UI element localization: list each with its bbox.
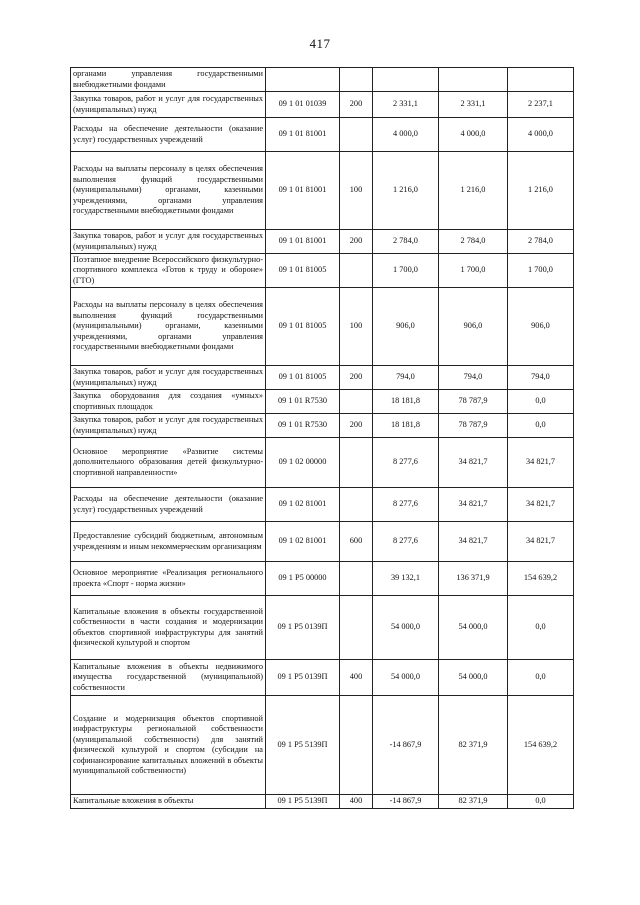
row-name-cell: Расходы на выплаты персоналу в целях обеспечения выполнения функций государственными (муниципальными) органами, казенными учреждениями, органами управления государственными внебюджетными фондами <box>71 152 266 230</box>
row-code-cell: 09 1 01 81001 <box>266 118 340 152</box>
budget-table <box>70 67 574 809</box>
row-year2-amount-cell: 82 371,9 <box>439 696 508 795</box>
row-expense-type-cell: 200 <box>340 366 373 390</box>
row-code-cell: 09 1 P5 0139П <box>266 596 340 660</box>
row-name-cell: Расходы на выплаты персоналу в целях обеспечения выполнения функций государственными (муниципальными) органами, казенными учреждениями, органами управления государственными внебюджетными фондами <box>71 288 266 366</box>
table-row <box>71 254 574 288</box>
row-name-cell: Закупка товаров, работ и услуг для государственных (муниципальных) нужд <box>71 230 266 254</box>
row-name-cell: Капитальные вложения в объекты недвижимого имущества государственной (муниципальной) собственности <box>71 660 266 696</box>
row-code-cell: 09 1 01 R7530 <box>266 390 340 414</box>
row-year1-amount-cell: 39 132,1 <box>373 562 439 596</box>
row-expense-type-cell <box>340 696 373 795</box>
row-year3-amount-cell: 906,0 <box>508 288 574 366</box>
row-year1-amount-cell: 54 000,0 <box>373 660 439 696</box>
row-code-cell: 09 1 02 00000 <box>266 438 340 488</box>
row-code-cell <box>266 68 340 92</box>
row-expense-type-cell: 100 <box>340 288 373 366</box>
row-year1-amount-cell: 4 000,0 <box>373 118 439 152</box>
row-year1-amount-cell: 54 000,0 <box>373 596 439 660</box>
row-name-cell: органами управления государственными внебюджетными фондами <box>71 68 266 92</box>
row-year2-amount-cell: 34 821,7 <box>439 522 508 562</box>
row-year2-amount-cell: 2 784,0 <box>439 230 508 254</box>
table-row <box>71 366 574 390</box>
row-year1-amount-cell <box>373 68 439 92</box>
row-year2-amount-cell <box>439 68 508 92</box>
row-year2-amount-cell: 54 000,0 <box>439 660 508 696</box>
row-year2-amount-cell: 4 000,0 <box>439 118 508 152</box>
row-code-cell: 09 1 01 01039 <box>266 92 340 118</box>
row-year1-amount-cell: 906,0 <box>373 288 439 366</box>
row-year3-amount-cell: 34 821,7 <box>508 438 574 488</box>
row-year2-amount-cell: 34 821,7 <box>439 488 508 522</box>
row-year2-amount-cell: 1 216,0 <box>439 152 508 230</box>
table-row <box>71 68 574 92</box>
row-year3-amount-cell: 2 784,0 <box>508 230 574 254</box>
row-code-cell: 09 1 P5 00000 <box>266 562 340 596</box>
row-year3-amount-cell: 0,0 <box>508 660 574 696</box>
row-name-cell: Поэтапное внедрение Всероссийского физкультурно-спортивного комплекса «Готов к труду и обороне» (ГТО) <box>71 254 266 288</box>
row-year2-amount-cell: 78 787,9 <box>439 414 508 438</box>
row-expense-type-cell: 400 <box>340 660 373 696</box>
row-expense-type-cell: 600 <box>340 522 373 562</box>
row-name-cell: Создание и модернизация объектов спортивной инфраструктуры региональной собственности (муниципальной собственности) для занятий физической культурой и спортом (субсидии на софинансирование капитальных вложений в объекты муниципальной собственности) <box>71 696 266 795</box>
row-year2-amount-cell: 2 331,1 <box>439 92 508 118</box>
row-name-cell: Основное мероприятие «Реализация регионального проекта «Спорт - норма жизни» <box>71 562 266 596</box>
row-year1-amount-cell: 1 216,0 <box>373 152 439 230</box>
row-year1-amount-cell: 1 700,0 <box>373 254 439 288</box>
row-name-cell: Закупка товаров, работ и услуг для государственных (муниципальных) нужд <box>71 414 266 438</box>
row-year1-amount-cell: 794,0 <box>373 366 439 390</box>
row-expense-type-cell <box>340 438 373 488</box>
row-year3-amount-cell <box>508 68 574 92</box>
row-name-cell: Предоставление субсидий бюджетным, автономным учреждениям и иным некоммерческим организациям <box>71 522 266 562</box>
row-expense-type-cell <box>340 562 373 596</box>
row-year3-amount-cell: 1 700,0 <box>508 254 574 288</box>
row-name-cell: Капитальные вложения в объекты государственной собственности в части создания и модернизации объектов спортивной инфраструктуры для занятий физической культурой и спортом <box>71 596 266 660</box>
row-year3-amount-cell: 154 639,2 <box>508 562 574 596</box>
row-expense-type-cell <box>340 254 373 288</box>
row-code-cell: 09 1 02 81001 <box>266 522 340 562</box>
table-row <box>71 660 574 696</box>
row-year2-amount-cell: 136 371,9 <box>439 562 508 596</box>
row-name-cell: Расходы на обеспечение деятельности (оказание услуг) государственных учреждений <box>71 118 266 152</box>
row-year1-amount-cell: 8 277,6 <box>373 522 439 562</box>
row-code-cell: 09 1 01 81005 <box>266 366 340 390</box>
row-year3-amount-cell: 34 821,7 <box>508 488 574 522</box>
row-year1-amount-cell: 18 181,8 <box>373 390 439 414</box>
row-expense-type-cell <box>340 390 373 414</box>
table-row <box>71 795 574 809</box>
row-code-cell: 09 1 01 R7530 <box>266 414 340 438</box>
row-year3-amount-cell: 0,0 <box>508 414 574 438</box>
row-expense-type-cell <box>340 596 373 660</box>
row-code-cell: 09 1 01 81005 <box>266 254 340 288</box>
row-expense-type-cell: 200 <box>340 92 373 118</box>
row-name-cell: Закупка товаров, работ и услуг для государственных (муниципальных) нужд <box>71 366 266 390</box>
table-row <box>71 118 574 152</box>
table-row <box>71 152 574 230</box>
row-year1-amount-cell: 8 277,6 <box>373 438 439 488</box>
row-year2-amount-cell: 82 371,9 <box>439 795 508 809</box>
row-name-cell: Капитальные вложения в объекты <box>71 795 266 809</box>
table-row <box>71 488 574 522</box>
table-row <box>71 92 574 118</box>
row-code-cell: 09 1 P5 5139П <box>266 696 340 795</box>
row-year1-amount-cell: -14 867,9 <box>373 795 439 809</box>
row-year3-amount-cell: 794,0 <box>508 366 574 390</box>
table-row <box>71 522 574 562</box>
row-code-cell: 09 1 P5 5139П <box>266 795 340 809</box>
row-name-cell: Основное мероприятие «Развитие системы дополнительного образования детей физкультурно-спортивной направленности» <box>71 438 266 488</box>
table-row <box>71 696 574 795</box>
table-row <box>71 596 574 660</box>
table-row <box>71 562 574 596</box>
table-row <box>71 390 574 414</box>
row-year3-amount-cell: 34 821,7 <box>508 522 574 562</box>
row-expense-type-cell <box>340 118 373 152</box>
row-year1-amount-cell: -14 867,9 <box>373 696 439 795</box>
row-year1-amount-cell: 18 181,8 <box>373 414 439 438</box>
row-code-cell: 09 1 01 81005 <box>266 288 340 366</box>
row-expense-type-cell <box>340 488 373 522</box>
row-code-cell: 09 1 P5 0139П <box>266 660 340 696</box>
row-name-cell: Расходы на обеспечение деятельности (оказание услуг) государственных учреждений <box>71 488 266 522</box>
row-code-cell: 09 1 02 81001 <box>266 488 340 522</box>
row-year3-amount-cell: 1 216,0 <box>508 152 574 230</box>
row-code-cell: 09 1 01 81001 <box>266 152 340 230</box>
row-year3-amount-cell: 0,0 <box>508 795 574 809</box>
table-row <box>71 288 574 366</box>
page-number: 417 <box>309 36 331 51</box>
row-year3-amount-cell: 2 237,1 <box>508 92 574 118</box>
row-code-cell: 09 1 01 81001 <box>266 230 340 254</box>
row-expense-type-cell: 400 <box>340 795 373 809</box>
row-year3-amount-cell: 4 000,0 <box>508 118 574 152</box>
table-row <box>71 414 574 438</box>
row-expense-type-cell: 200 <box>340 230 373 254</box>
row-year3-amount-cell: 154 639,2 <box>508 696 574 795</box>
budget-table-body <box>71 68 574 809</box>
row-year2-amount-cell: 1 700,0 <box>439 254 508 288</box>
row-year2-amount-cell: 794,0 <box>439 366 508 390</box>
row-expense-type-cell: 200 <box>340 414 373 438</box>
table-row <box>71 230 574 254</box>
table-row <box>71 438 574 488</box>
row-year2-amount-cell: 78 787,9 <box>439 390 508 414</box>
row-year1-amount-cell: 8 277,6 <box>373 488 439 522</box>
row-year3-amount-cell: 0,0 <box>508 596 574 660</box>
row-expense-type-cell <box>340 68 373 92</box>
row-year3-amount-cell: 0,0 <box>508 390 574 414</box>
row-name-cell: Закупка товаров, работ и услуг для государственных (муниципальных) нужд <box>71 92 266 118</box>
row-year1-amount-cell: 2 784,0 <box>373 230 439 254</box>
row-year2-amount-cell: 906,0 <box>439 288 508 366</box>
row-year2-amount-cell: 34 821,7 <box>439 438 508 488</box>
row-year1-amount-cell: 2 331,1 <box>373 92 439 118</box>
row-year2-amount-cell: 54 000,0 <box>439 596 508 660</box>
row-expense-type-cell: 100 <box>340 152 373 230</box>
row-name-cell: Закупка оборудования для создания «умных» спортивных площадок <box>71 390 266 414</box>
